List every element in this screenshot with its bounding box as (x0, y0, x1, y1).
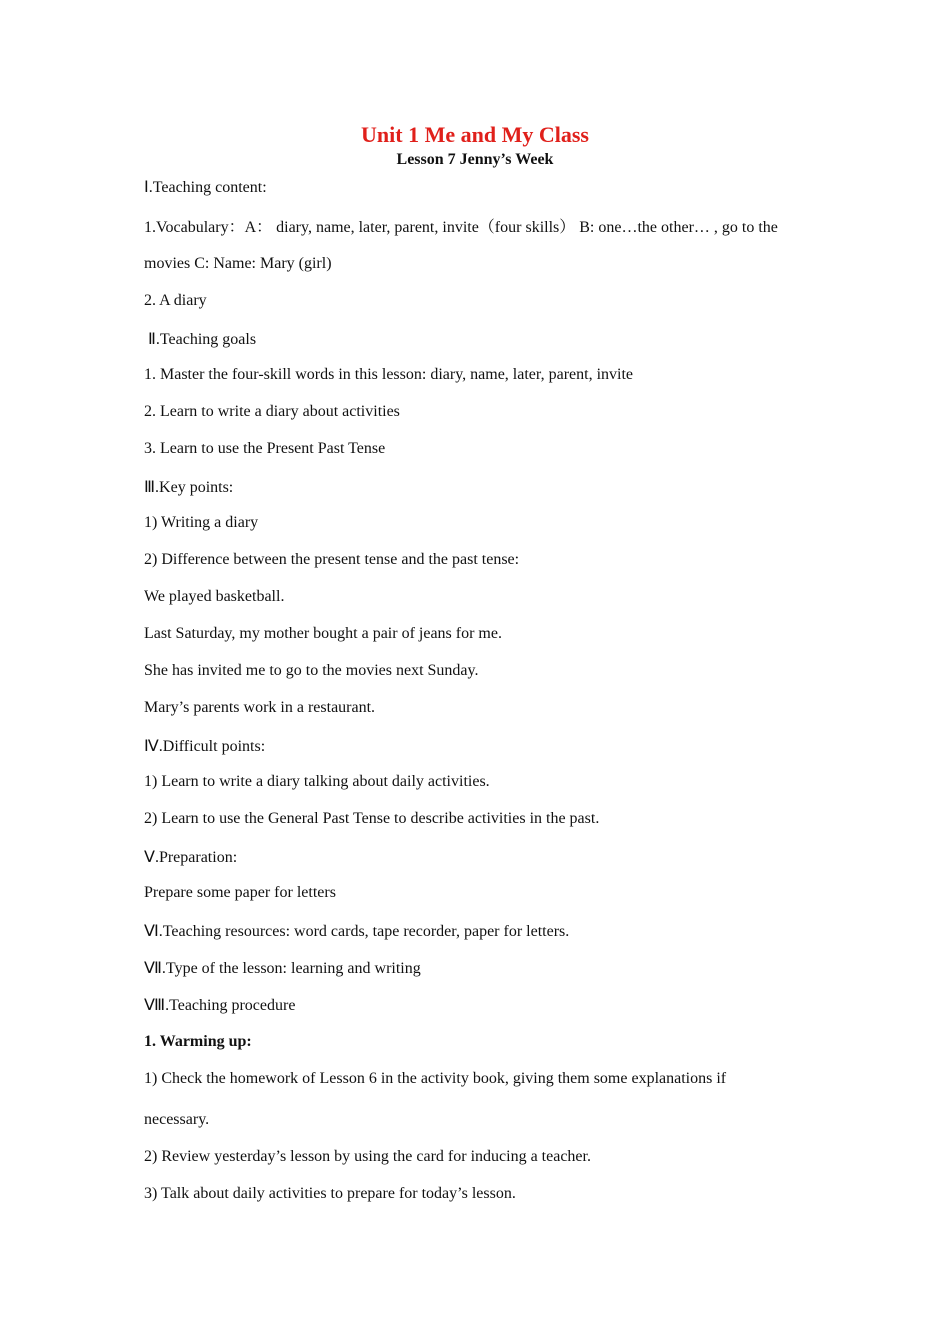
vocabulary-line-continued: movies C: Name: Mary (girl) (144, 255, 332, 272)
key-point-item: 2) Difference between the present tense and the past tense: (144, 551, 520, 568)
section-key-points: Ⅲ.Key points: (144, 479, 234, 496)
key-point-item: 1) Writing a diary (144, 514, 259, 531)
preparation-item: Prepare some paper for letters (144, 884, 336, 901)
goal-item: 2. Learn to write a diary about activities (144, 403, 400, 420)
content-item: 2. A diary (144, 292, 207, 309)
document-title: Unit 1 Me and My Class (361, 122, 589, 147)
difficult-point-item: 2) Learn to use the General Past Tense to describe activities in the past. (144, 810, 600, 827)
procedure-item: 3) Talk about daily activities to prepare for today’s lesson. (144, 1185, 516, 1202)
section-teaching-content: Ⅰ.Teaching content: (144, 179, 267, 196)
procedure-item: 2) Review yesterday’s lesson by using the card for inducing a teacher. (144, 1148, 591, 1165)
step-warming-up: 1. Warming up: (144, 1033, 252, 1050)
example-sentence: Last Saturday, my mother bought a pair of jeans for me. (144, 625, 502, 642)
section-teaching-goals: Ⅱ.Teaching goals (144, 331, 257, 348)
section-teaching-procedure: Ⅷ.Teaching procedure (144, 997, 296, 1014)
section-lesson-type: Ⅶ.Type of the lesson: learning and writing (144, 960, 421, 977)
difficult-point-item: 1) Learn to write a diary talking about daily activities. (144, 773, 490, 790)
example-sentence: Mary’s parents work in a restaurant. (144, 699, 376, 716)
vocabulary-line: 1.Vocabulary：A： diary, name, later, parent, invite（four skills） B: one…the other… , go to the (144, 219, 778, 236)
goal-item: 3. Learn to use the Present Past Tense (144, 440, 386, 457)
section-preparation: Ⅴ.Preparation: (144, 849, 238, 866)
lesson-subtitle: Lesson 7 Jenny’s Week (396, 151, 554, 168)
example-sentence: She has invited me to go to the movies next Sunday. (144, 662, 479, 679)
example-sentence: We played basketball. (144, 588, 285, 605)
section-teaching-resources: Ⅵ.Teaching resources: word cards, tape recorder, paper for letters. (144, 923, 570, 940)
section-difficult-points: Ⅳ.Difficult points: (144, 738, 266, 755)
goal-item: 1. Master the four-skill words in this lesson: diary, name, later, parent, invite (144, 366, 633, 383)
procedure-item-continued: necessary. (144, 1111, 210, 1128)
procedure-item: 1) Check the homework of Lesson 6 in the activity book, giving them some explanations if (144, 1070, 727, 1087)
